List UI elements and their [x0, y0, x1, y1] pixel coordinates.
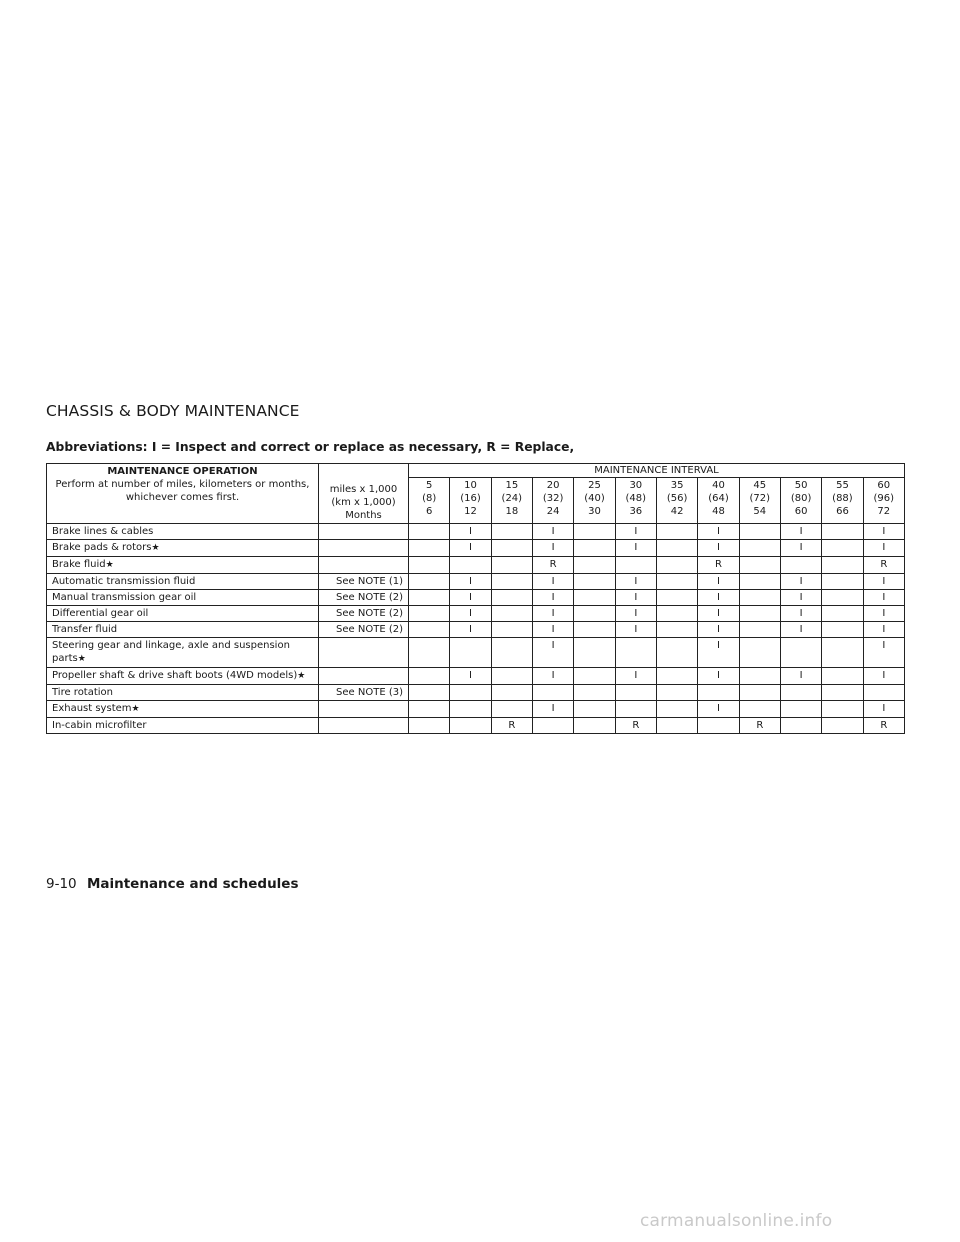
- interval-mark: [574, 574, 615, 590]
- note-cell: See NOTE (2): [319, 606, 409, 622]
- units-header: [319, 464, 409, 524]
- interval-miles: 45: [753, 480, 767, 491]
- interval-miles: 25: [588, 480, 601, 491]
- interval-mark: [409, 540, 450, 557]
- interval-mark: R: [615, 718, 656, 734]
- interval-mark: [656, 622, 697, 638]
- interval-mark: [409, 668, 450, 685]
- interval-months: 60: [794, 506, 808, 517]
- interval-mark: I: [863, 701, 904, 718]
- interval-mark: I: [698, 701, 739, 718]
- interval-mark: [822, 590, 863, 606]
- operation-name-cell: [47, 638, 319, 668]
- interval-mark: [574, 557, 615, 574]
- note-cell: [319, 668, 409, 685]
- interval-column-header: [574, 478, 615, 524]
- abbreviations-legend: Abbreviations: I = Inspect and correct or replace as necessary, R = Replace,: [46, 440, 575, 454]
- interval-km: (64): [708, 493, 729, 504]
- interval-mark: I: [698, 524, 739, 540]
- interval-mark: [739, 524, 780, 540]
- interval-mark: [656, 574, 697, 590]
- interval-mark: [863, 685, 904, 701]
- interval-mark: [822, 524, 863, 540]
- interval-mark: I: [532, 524, 573, 540]
- operation-header-title: MAINTENANCE OPERATION: [107, 466, 258, 477]
- interval-mark: [656, 524, 697, 540]
- interval-mark: [574, 685, 615, 701]
- interval-mark: I: [863, 638, 904, 668]
- operation-header: [47, 464, 319, 524]
- interval-mark: I: [450, 574, 491, 590]
- interval-mark: I: [698, 668, 739, 685]
- interval-mark: I: [698, 622, 739, 638]
- interval-mark: [698, 718, 739, 734]
- interval-header: MAINTENANCE INTERVAL: [409, 464, 905, 478]
- interval-mark: I: [532, 638, 573, 668]
- table-row: [47, 668, 905, 685]
- interval-mark: I: [615, 622, 656, 638]
- interval-mark: [491, 622, 532, 638]
- operation-name-cell: [47, 701, 319, 718]
- interval-months: 12: [464, 506, 477, 517]
- interval-mark: [491, 638, 532, 668]
- table-row: [47, 622, 905, 638]
- star-icon: ★: [131, 704, 140, 714]
- table-row: [47, 701, 905, 718]
- interval-mark: [615, 638, 656, 668]
- interval-mark: [409, 718, 450, 734]
- interval-mark: [739, 622, 780, 638]
- interval-mark: R: [532, 557, 573, 574]
- interval-miles: 35: [670, 480, 684, 491]
- interval-mark: [780, 685, 821, 701]
- table-row: [47, 524, 905, 540]
- interval-mark: R: [739, 718, 780, 734]
- interval-mark: I: [863, 540, 904, 557]
- interval-mark: I: [532, 701, 573, 718]
- interval-mark: [532, 685, 573, 701]
- interval-months: 42: [670, 506, 684, 517]
- table-row: [47, 718, 905, 734]
- interval-miles: 20: [546, 480, 560, 491]
- interval-mark: I: [450, 622, 491, 638]
- interval-mark: [780, 638, 821, 668]
- operation-name-cell: [47, 668, 319, 685]
- interval-mark: I: [780, 574, 821, 590]
- interval-mark: [574, 718, 615, 734]
- star-icon: ★: [105, 560, 114, 570]
- interval-mark: [656, 606, 697, 622]
- note-cell: [319, 718, 409, 734]
- interval-mark: [739, 668, 780, 685]
- interval-mark: I: [615, 668, 656, 685]
- interval-mark: [615, 701, 656, 718]
- interval-column-header: [822, 478, 863, 524]
- interval-miles: 10: [464, 480, 477, 491]
- interval-mark: I: [450, 590, 491, 606]
- interval-mark: I: [780, 606, 821, 622]
- interval-mark: I: [615, 606, 656, 622]
- interval-mark: I: [532, 668, 573, 685]
- interval-mark: I: [532, 622, 573, 638]
- interval-mark: [491, 701, 532, 718]
- interval-mark: I: [698, 574, 739, 590]
- interval-km: (32): [542, 493, 564, 504]
- interval-mark: [822, 701, 863, 718]
- operation-name-cell: [47, 540, 319, 557]
- interval-mark: [739, 574, 780, 590]
- interval-mark: I: [698, 638, 739, 668]
- interval-km: (80): [790, 493, 812, 504]
- operation-name: Differential gear oil: [52, 608, 149, 619]
- operation-name: Manual transmission gear oil: [52, 592, 197, 603]
- interval-km: (24): [501, 493, 523, 504]
- interval-miles: 30: [629, 480, 643, 491]
- interval-mark: [409, 590, 450, 606]
- interval-mark: [409, 685, 450, 701]
- operation-name-cell: [47, 718, 319, 734]
- interval-mark: [450, 557, 491, 574]
- interval-mark: I: [698, 590, 739, 606]
- interval-mark: I: [863, 668, 904, 685]
- interval-mark: I: [863, 622, 904, 638]
- interval-mark: [739, 557, 780, 574]
- interval-mark: [491, 685, 532, 701]
- interval-mark: I: [532, 574, 573, 590]
- interval-mark: [656, 701, 697, 718]
- interval-miles: 15: [505, 480, 519, 491]
- chapter-title: Maintenance and schedules: [86, 876, 299, 892]
- interval-mark: I: [698, 540, 739, 557]
- interval-mark: I: [615, 574, 656, 590]
- interval-mark: I: [780, 622, 821, 638]
- interval-mark: [822, 718, 863, 734]
- section-title: CHASSIS & BODY MAINTENANCE: [46, 402, 300, 420]
- interval-column-header: [409, 478, 450, 524]
- interval-mark: I: [532, 540, 573, 557]
- interval-mark: I: [863, 606, 904, 622]
- table-row: [47, 540, 905, 557]
- interval-miles: 40: [712, 480, 725, 491]
- interval-mark: I: [780, 524, 821, 540]
- units-miles: miles x 1,000: [329, 484, 398, 495]
- interval-mark: [491, 557, 532, 574]
- interval-km: (88): [832, 493, 853, 504]
- operation-name-cell: [47, 685, 319, 701]
- interval-mark: [574, 638, 615, 668]
- interval-mark: [656, 540, 697, 557]
- interval-mark: [656, 590, 697, 606]
- note-cell: [319, 524, 409, 540]
- interval-mark: [739, 540, 780, 557]
- watermark: carmanualsonline.info: [640, 1211, 833, 1231]
- star-icon: ★: [77, 654, 86, 664]
- interval-mark: [409, 524, 450, 540]
- interval-mark: [574, 701, 615, 718]
- interval-column-header: [739, 478, 780, 524]
- interval-mark: [491, 606, 532, 622]
- interval-mark: R: [863, 718, 904, 734]
- note-cell: See NOTE (2): [319, 590, 409, 606]
- interval-mark: [615, 557, 656, 574]
- interval-mark: [822, 606, 863, 622]
- interval-column-header: [780, 478, 821, 524]
- interval-months: 18: [505, 506, 519, 517]
- interval-months: 6: [425, 506, 433, 517]
- operation-name-cell: [47, 590, 319, 606]
- operation-name: Propeller shaft & drive shaft boots (4WD models): [52, 670, 298, 681]
- operation-name: Exhaust system: [52, 703, 132, 714]
- interval-months: 30: [588, 506, 601, 517]
- interval-mark: I: [450, 606, 491, 622]
- table-row: [47, 606, 905, 622]
- interval-mark: [409, 574, 450, 590]
- table-row: [47, 638, 905, 668]
- table-body: [47, 524, 905, 734]
- note-cell: [319, 638, 409, 668]
- interval-mark: [615, 685, 656, 701]
- interval-mark: [491, 574, 532, 590]
- interval-km: (8): [422, 493, 437, 504]
- interval-mark: I: [615, 590, 656, 606]
- interval-mark: I: [863, 524, 904, 540]
- units-km: (km x 1,000): [331, 497, 396, 508]
- interval-mark: [780, 701, 821, 718]
- interval-mark: [656, 638, 697, 668]
- interval-mark: [656, 718, 697, 734]
- interval-months: 36: [629, 506, 643, 517]
- interval-mark: [822, 638, 863, 668]
- interval-mark: I: [532, 606, 573, 622]
- operation-name-cell: [47, 557, 319, 574]
- operation-name: Brake fluid: [52, 559, 106, 570]
- interval-months: 72: [877, 506, 891, 517]
- interval-miles: 5: [425, 480, 433, 491]
- star-icon: ★: [151, 543, 160, 553]
- note-cell: [319, 701, 409, 718]
- interval-miles: 60: [877, 480, 891, 491]
- interval-mark: R: [491, 718, 532, 734]
- interval-mark: [656, 557, 697, 574]
- interval-mark: [574, 668, 615, 685]
- interval-mark: I: [780, 540, 821, 557]
- table-row: [47, 557, 905, 574]
- interval-mark: [409, 557, 450, 574]
- interval-mark: I: [615, 524, 656, 540]
- operation-name: Steering gear and linkage, axle and suspension parts: [52, 640, 290, 664]
- operation-name-cell: [47, 622, 319, 638]
- interval-column-header: [615, 478, 656, 524]
- operation-name: Automatic transmission fluid: [52, 576, 196, 587]
- note-cell: [319, 557, 409, 574]
- interval-miles: 50: [794, 480, 808, 491]
- interval-mark: [574, 540, 615, 557]
- interval-mark: [491, 540, 532, 557]
- interval-mark: [739, 701, 780, 718]
- interval-mark: I: [532, 590, 573, 606]
- interval-column-header: [863, 478, 904, 524]
- interval-km: (40): [584, 493, 605, 504]
- interval-mark: [574, 622, 615, 638]
- interval-mark: [450, 638, 491, 668]
- operation-name-cell: [47, 606, 319, 622]
- operation-name: Brake lines & cables: [52, 526, 154, 537]
- interval-column-header: [532, 478, 573, 524]
- interval-mark: [780, 557, 821, 574]
- maintenance-table: [46, 463, 905, 734]
- table-row: [47, 590, 905, 606]
- interval-mark: [409, 622, 450, 638]
- interval-column-header: [698, 478, 739, 524]
- interval-months: 66: [836, 506, 849, 517]
- interval-mark: [739, 638, 780, 668]
- interval-mark: [409, 701, 450, 718]
- interval-mark: [574, 606, 615, 622]
- page-footer: [46, 876, 299, 892]
- interval-mark: [822, 622, 863, 638]
- interval-mark: I: [863, 574, 904, 590]
- star-icon: ★: [297, 671, 306, 681]
- interval-mark: I: [450, 540, 491, 557]
- interval-mark: [822, 557, 863, 574]
- interval-mark: [450, 718, 491, 734]
- table-row: [47, 574, 905, 590]
- interval-mark: [656, 685, 697, 701]
- interval-km: (96): [873, 493, 895, 504]
- interval-km: (56): [666, 493, 688, 504]
- interval-months: 24: [546, 506, 560, 517]
- interval-km: (48): [625, 493, 647, 504]
- interval-mark: [739, 606, 780, 622]
- interval-mark: [450, 701, 491, 718]
- interval-mark: [656, 668, 697, 685]
- interval-mark: [698, 685, 739, 701]
- interval-mark: [780, 718, 821, 734]
- interval-mark: [574, 590, 615, 606]
- operation-name: Tire rotation: [52, 687, 114, 698]
- interval-mark: [574, 524, 615, 540]
- interval-mark: I: [698, 606, 739, 622]
- interval-column-header: [491, 478, 532, 524]
- interval-mark: I: [450, 524, 491, 540]
- interval-mark: [739, 685, 780, 701]
- interval-mark: [739, 590, 780, 606]
- interval-mark: [409, 638, 450, 668]
- interval-mark: I: [780, 668, 821, 685]
- interval-mark: I: [863, 590, 904, 606]
- page-number: 9-10: [46, 876, 77, 892]
- interval-months: 54: [753, 506, 767, 517]
- interval-mark: R: [698, 557, 739, 574]
- note-cell: See NOTE (2): [319, 622, 409, 638]
- interval-mark: [822, 540, 863, 557]
- operation-name-cell: [47, 524, 319, 540]
- interval-mark: [822, 668, 863, 685]
- units-months: Months: [345, 510, 382, 521]
- interval-mark: [532, 718, 573, 734]
- note-cell: See NOTE (1): [319, 574, 409, 590]
- operation-name: Transfer fluid: [52, 624, 118, 635]
- interval-mark: [491, 524, 532, 540]
- interval-mark: I: [780, 590, 821, 606]
- interval-km: (16): [460, 493, 481, 504]
- interval-mark: [822, 685, 863, 701]
- interval-mark: [822, 574, 863, 590]
- interval-mark: I: [450, 668, 491, 685]
- interval-mark: [409, 606, 450, 622]
- interval-mark: [491, 668, 532, 685]
- interval-km: (72): [749, 493, 771, 504]
- interval-mark: [450, 685, 491, 701]
- table-row: [47, 685, 905, 701]
- interval-column-header: [656, 478, 697, 524]
- interval-miles: 55: [836, 480, 849, 491]
- operation-name: In-cabin microfilter: [52, 720, 147, 731]
- note-cell: See NOTE (3): [319, 685, 409, 701]
- operation-name: Brake pads & rotors: [52, 542, 152, 553]
- interval-months: 48: [712, 506, 725, 517]
- operation-header-text: Perform at number of miles, kilometers or months, whichever comes first.: [55, 479, 310, 503]
- note-cell: [319, 540, 409, 557]
- interval-mark: [491, 590, 532, 606]
- operation-name-cell: [47, 574, 319, 590]
- interval-mark: R: [863, 557, 904, 574]
- interval-column-header: [450, 478, 491, 524]
- interval-mark: I: [615, 540, 656, 557]
